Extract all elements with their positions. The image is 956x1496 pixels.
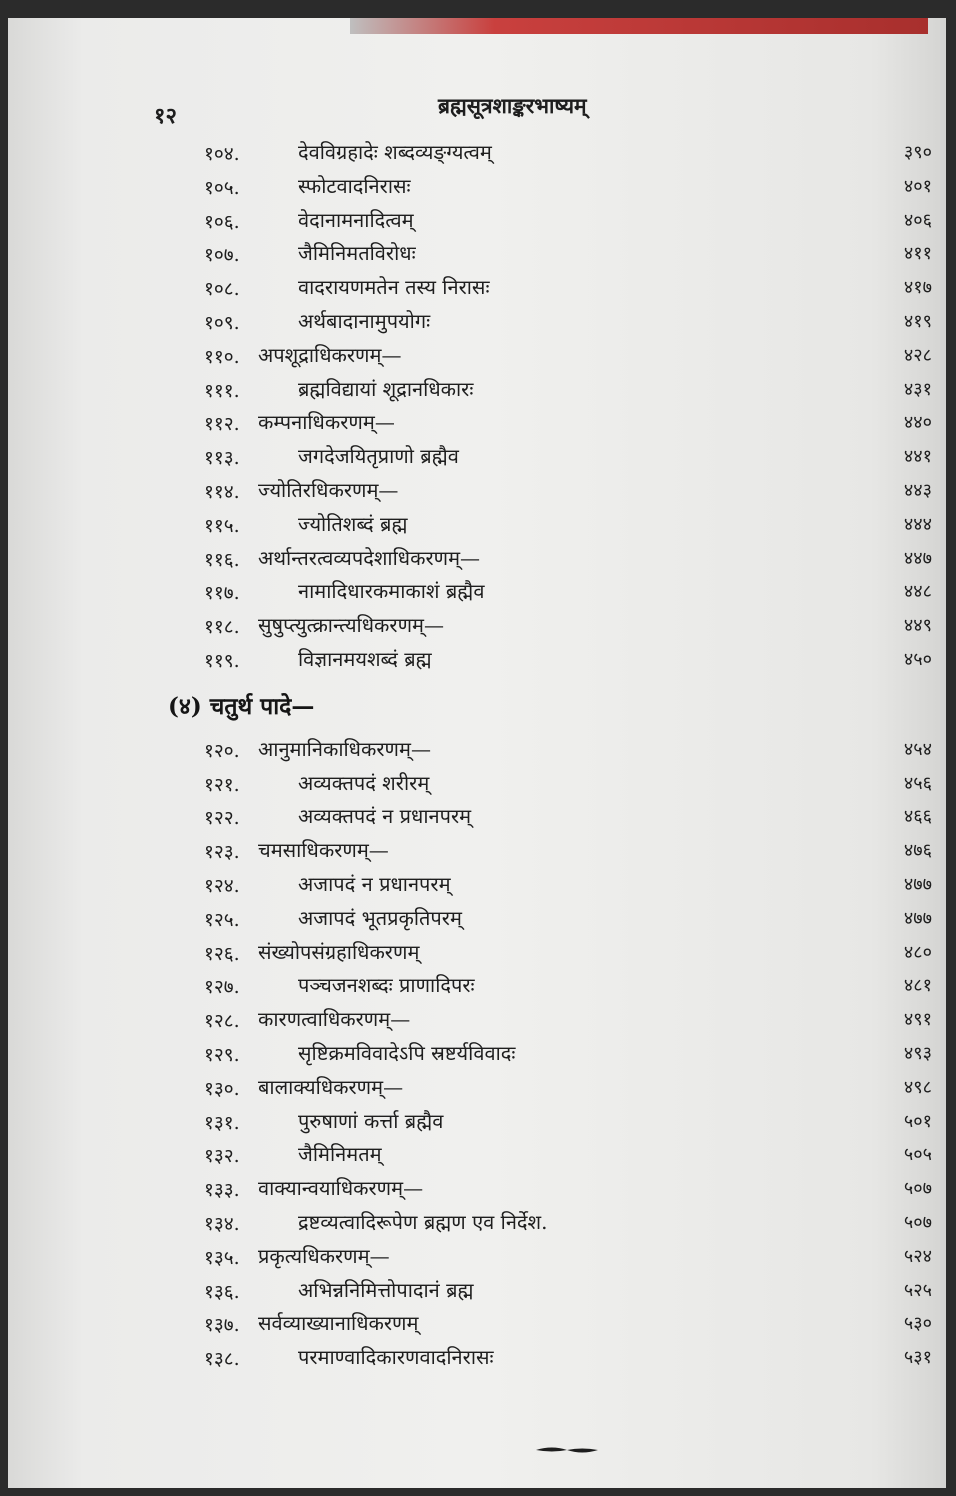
entry-title: अजापदं भूतप्रकृतिपरम् <box>298 905 462 930</box>
entry-title: अव्यक्तपदं शरीरम् <box>298 770 430 795</box>
entry-page-number: ४८१ <box>903 975 932 997</box>
entry-number: १०९. <box>204 312 240 334</box>
toc-entry <box>8 1138 946 1172</box>
entry-page-number: ४९३ <box>903 1043 932 1064</box>
entry-title: ज्योतिरधिकरणम्— <box>258 478 399 502</box>
toc-entry <box>8 868 946 902</box>
toc-entry <box>8 440 946 474</box>
entry-number: ११६. <box>204 548 240 571</box>
entry-number: १०५. <box>204 176 240 199</box>
entry-page-number: ४४४ <box>903 513 932 535</box>
entry-title: परमाण्वादिकारणवादनिरासः <box>298 1345 494 1370</box>
entry-number: १२२. <box>204 807 240 830</box>
entry-page-number: ४५० <box>903 649 932 670</box>
entry-title: अर्थबादानामुपयोगः <box>298 309 431 333</box>
toc-entry <box>8 204 946 238</box>
entry-page-number: ४९८ <box>903 1076 932 1098</box>
entry-title: द्रष्टव्यत्वादिरूपेण ब्रह्मण एव निर्देश. <box>298 1210 548 1234</box>
entry-title: अपशूद्राधिकरणम्— <box>258 342 402 367</box>
entry-page-number: ४१९ <box>903 311 932 332</box>
entry-number: १०८. <box>204 278 240 301</box>
toc-entry <box>8 1037 946 1071</box>
toc-entry <box>8 936 946 970</box>
entry-title: जैमिनिमतम् <box>298 1142 382 1167</box>
toc-entry <box>8 237 946 271</box>
entry-title: जैमिनिमतविरोधः <box>298 241 416 266</box>
toc-entry <box>8 406 946 440</box>
toc-entry <box>8 733 946 767</box>
page-number: १२ <box>154 103 177 129</box>
entry-page-number: ४६६ <box>903 806 932 828</box>
entry-page-number: ४२८ <box>903 344 932 366</box>
entry-number: १२३. <box>204 841 240 864</box>
entry-number: १२८. <box>204 1010 240 1033</box>
entry-title: वादरायणमतेन तस्य निरासः <box>298 275 490 300</box>
entry-title: वाक्यान्वयाधिकरणम्— <box>258 1176 424 1201</box>
entry-number: ११७. <box>204 582 240 605</box>
entry-page-number: ४०१ <box>903 175 932 197</box>
entry-number: १३३. <box>204 1179 240 1202</box>
entry-number: १२०. <box>204 739 240 762</box>
toc-entry <box>8 609 946 643</box>
entry-number: ११५. <box>204 514 240 537</box>
toc-entry <box>8 1341 946 1375</box>
toc-entry <box>8 800 946 834</box>
entry-title: सुषुप्त्युत्क्रान्त्यधिकरणम्— <box>258 613 444 638</box>
entry-page-number: ४११ <box>903 243 932 265</box>
entry-title: कारणत्वाधिकरणम्— <box>258 1007 411 1032</box>
book-title: ब्रह्मसूत्रशाङ्करभाष्यम् <box>438 93 587 118</box>
entry-number: १२१. <box>204 773 240 796</box>
entry-title: बालाक्यधिकरणम्— <box>258 1074 404 1099</box>
entry-number: १३८. <box>204 1348 240 1371</box>
entry-page-number: ४३१ <box>903 378 932 400</box>
toc-entry <box>8 1206 946 1240</box>
entry-number: ११९. <box>204 650 240 672</box>
entry-title: सृष्टिक्रमविवादेऽपि स्रष्टर्यविवादः <box>298 1041 516 1065</box>
toc-entry <box>8 305 946 339</box>
entry-page-number: ५३१ <box>903 1347 932 1369</box>
book-page <box>8 18 946 1488</box>
entry-title: जगदेजयितृप्राणो ब्रह्मैव <box>298 444 459 469</box>
entry-number: १२९. <box>204 1044 240 1066</box>
toc-entry <box>8 373 946 407</box>
entry-page-number: ४४८ <box>903 581 932 603</box>
entry-number: ११०. <box>204 345 240 368</box>
entry-title: वेदानामनादित्वम् <box>298 207 414 232</box>
toc-entry <box>8 1274 946 1308</box>
toc-entry <box>8 136 946 170</box>
entry-number: १३७. <box>204 1314 240 1337</box>
entry-title: आनुमानिकाधिकरणम्— <box>258 736 431 761</box>
toc-entry <box>8 170 946 204</box>
entry-number: १३०. <box>204 1077 240 1100</box>
toc-entry <box>8 1105 946 1139</box>
entry-number: १३१. <box>204 1111 240 1134</box>
entry-page-number: ४८० <box>903 941 932 963</box>
entry-page-number: ४७६ <box>903 840 932 862</box>
entry-title: विज्ञानमयशब्दं ब्रह्म <box>298 647 432 671</box>
entry-number: १३५. <box>204 1246 240 1269</box>
section-heading: (४) चतुर्थ पादे— <box>168 692 315 720</box>
entry-page-number: ४४७ <box>903 547 932 569</box>
entry-page-number: ४७७ <box>903 874 932 895</box>
entry-title: पञ्चजनशब्दः प्राणादिपरः <box>298 973 475 998</box>
toc-entry <box>8 542 946 576</box>
entry-title: स्फोटवादनिरासः <box>298 173 411 198</box>
entry-number: ११३. <box>204 447 240 470</box>
entry-page-number: ४४३ <box>903 480 932 501</box>
toc-entry <box>8 1307 946 1341</box>
entry-title: चमसाधिकरणम्— <box>258 838 389 863</box>
entry-title: ब्रह्मविद्यायां शूद्रानधिकारः <box>298 376 474 401</box>
page-header <box>8 88 946 128</box>
entry-number: १३६. <box>204 1280 240 1303</box>
entry-page-number: ५०५ <box>903 1144 932 1166</box>
entry-number: १०४. <box>204 143 240 165</box>
toc-entry <box>8 339 946 373</box>
entry-number: १०७. <box>204 244 240 267</box>
entry-title: कम्पनाधिकरणम्— <box>258 410 395 435</box>
toc-entry <box>8 767 946 801</box>
entry-page-number: ५०७ <box>903 1178 932 1200</box>
entry-number: ११४. <box>204 481 240 503</box>
entry-title: देवविग्रहादेः शब्दव्यङ्ग्यत्वम् <box>298 140 492 164</box>
entry-page-number: ५०१ <box>903 1110 932 1132</box>
toc-entry <box>8 271 946 305</box>
toc-entry <box>8 834 946 868</box>
entry-title: सर्वव्याख्यानाधिकरणम् <box>258 1311 419 1336</box>
entry-title: अभिन्ननिमित्तोपादानं ब्रह्म <box>298 1277 474 1302</box>
entry-title: प्रकृत्यधिकरणम्— <box>258 1243 390 1268</box>
toc-entry <box>8 1240 946 1274</box>
entry-number: १०६. <box>204 210 240 233</box>
entry-title: पुरुषाणां कर्त्ता ब्रह्मैव <box>298 1108 444 1133</box>
toc-entry <box>8 575 946 609</box>
entry-number: १२५. <box>204 908 240 931</box>
entry-title: अर्थान्तरत्वव्यपदेशाधिकरणम्— <box>258 545 481 570</box>
entry-title: अजापदं न प्रधानपरम् <box>298 872 451 896</box>
toc-entry <box>8 1003 946 1037</box>
entry-number: १११. <box>204 379 240 402</box>
entry-number: ११२. <box>204 413 240 436</box>
entry-page-number: ४९१ <box>903 1009 932 1031</box>
toc-entry <box>8 474 946 508</box>
entry-number: १२६. <box>204 942 240 965</box>
entry-number: १२४. <box>204 875 240 897</box>
toc-entry <box>8 643 946 677</box>
toc-entry <box>8 1071 946 1105</box>
toc-entry <box>8 902 946 936</box>
entry-title: नामादिधारकमाकाशं ब्रह्मैव <box>298 579 485 604</box>
entry-page-number: ४५४ <box>903 738 932 760</box>
ornament-divider <box>534 1446 600 1454</box>
entry-page-number: ५२४ <box>903 1245 932 1267</box>
entry-page-number: ४५६ <box>903 772 932 794</box>
entry-page-number: ३९० <box>903 142 932 163</box>
entry-page-number: ४७७ <box>903 907 932 929</box>
entry-page-number: ४४९ <box>903 615 932 637</box>
entry-page-number: ५०७ <box>903 1212 932 1233</box>
entry-title: संख्योपसंग्रहाधिकरणम् <box>258 939 420 964</box>
entry-number: १२७. <box>204 976 240 999</box>
entry-page-number: ५२५ <box>903 1279 932 1301</box>
entry-title: अव्यक्तपदं न प्रधानपरम् <box>298 804 472 829</box>
entry-page-number: ४१७ <box>903 277 932 299</box>
toc-entry <box>8 1172 946 1206</box>
entry-page-number: ४०६ <box>903 209 932 231</box>
entry-number: ११८. <box>204 616 240 639</box>
entry-page-number: ४४१ <box>903 446 932 468</box>
entry-page-number: ४४० <box>903 412 932 434</box>
toc-entry <box>8 508 946 542</box>
entry-number: १३२. <box>204 1145 240 1168</box>
entry-page-number: ५३० <box>903 1313 932 1335</box>
book-cover-edge <box>350 18 928 34</box>
entry-title: ज्योतिशब्दं ब्रह्म <box>298 511 408 536</box>
toc-entry <box>8 969 946 1003</box>
entry-number: १३४. <box>204 1213 240 1235</box>
